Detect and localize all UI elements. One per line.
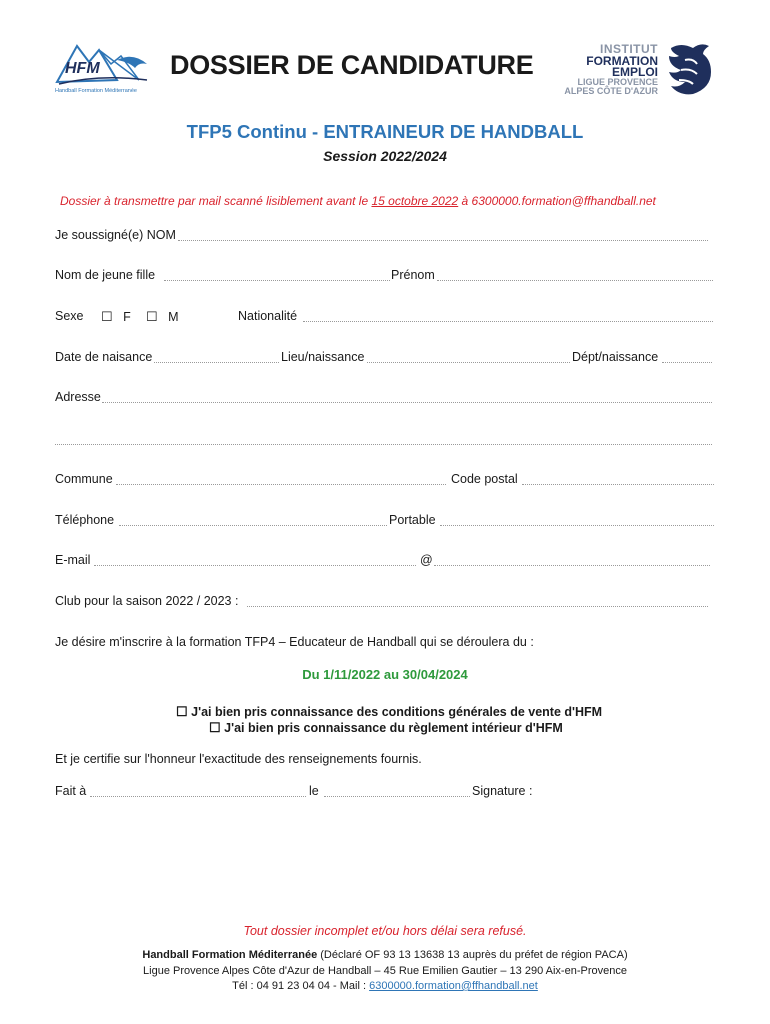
footer-phone: Tél : 04 91 23 04 04 - Mail : — [232, 980, 370, 992]
ife-logo-line2: FORMATION — [586, 54, 658, 68]
footer-contact — [0, 980, 770, 992]
email-label: E-mail — [55, 553, 91, 567]
nom-jeune-fille-label: Nom de jeune fille — [55, 268, 156, 282]
lieu-naissance-field[interactable] — [367, 362, 570, 363]
code-postal-field[interactable] — [522, 484, 714, 485]
adresse-field-line2[interactable] — [55, 444, 712, 445]
nom-label: Je soussigné(e) NOM — [55, 228, 176, 242]
hfm-logo — [55, 40, 155, 98]
notice-text-after: à 6300000.formation@ffhandball.net — [458, 194, 656, 208]
reglement-label: J'ai bien pris connaissance du règlement intérieur d'HFM — [224, 721, 563, 735]
commune-label: Commune — [55, 472, 113, 486]
date-naissance-label: Date de naisance — [55, 350, 153, 364]
formation-title: TFP5 Continu - ENTRAINEUR DE HANDBALL — [186, 121, 584, 142]
cgv-checkbox[interactable]: ☐ — [176, 704, 188, 719]
prenom-field[interactable] — [437, 280, 713, 281]
club-label: Club pour la saison 2022 / 2023 : — [55, 594, 239, 608]
dept-naissance-label: Dépt/naissance — [572, 350, 659, 364]
footer-org-declaration: (Déclaré OF 93 13 13638 13 auprès du préfet de région PACA) — [317, 949, 628, 961]
hfm-logo-caption: Handball Formation Méditerranée — [55, 88, 137, 94]
signature-label: Signature : — [472, 784, 533, 798]
footer-email-link[interactable]: 6300000.formation@ffhandball.net — [369, 980, 538, 992]
sexe-m-label: M — [168, 310, 179, 324]
email-domain-field[interactable] — [434, 565, 710, 566]
cgv-label: J'ai bien pris connaissance des conditions générales de vente d'HFM — [191, 705, 603, 719]
notice-deadline: 15 octobre 2022 — [371, 194, 459, 208]
sexe-f-option[interactable] — [101, 309, 131, 325]
sexe-label: Sexe — [55, 309, 84, 323]
hfm-logo-text: HFM — [65, 60, 100, 77]
ife-logo-line5: ALPES CÔTE D'AZUR — [564, 86, 658, 96]
ife-logo-line3: EMPLOI — [611, 65, 658, 79]
telephone-field[interactable] — [119, 525, 387, 526]
nom-field[interactable] — [178, 240, 708, 241]
email-user-field[interactable] — [94, 565, 416, 566]
adresse-label: Adresse — [55, 390, 101, 404]
cgv-condition[interactable] — [176, 704, 602, 720]
nationalite-label: Nationalité — [238, 309, 298, 323]
inscription-text: Je désire m'inscrire à la formation TFP4 – Educateur de Handball qui se déroulera du : — [55, 635, 534, 649]
session-label: Session 2022/2024 — [323, 148, 447, 164]
nom-jeune-fille-field[interactable] — [164, 280, 390, 281]
ife-logo-line1: INSTITUT — [600, 42, 658, 56]
portable-label: Portable — [389, 513, 436, 527]
footer-address: Ligue Provence Alpes Côte d'Azur de Handball – 45 Rue Emilien Gautier – 13 290 Aix-en-Provence — [143, 965, 627, 977]
lieu-naissance-label: Lieu/naissance — [281, 350, 365, 364]
portable-field[interactable] — [440, 525, 714, 526]
adresse-field-line1[interactable] — [102, 402, 712, 403]
sexe-f-checkbox[interactable]: ☐ — [101, 309, 113, 324]
prenom-label: Prénom — [391, 268, 435, 282]
sexe-m-checkbox[interactable]: ☐ — [146, 309, 158, 324]
ife-logo-line4: LIGUE PROVENCE — [577, 77, 658, 87]
ife-logo — [550, 42, 720, 98]
document-title: DOSSIER DE CANDIDATURE — [170, 50, 534, 80]
nationalite-field[interactable] — [303, 321, 713, 322]
code-postal-label: Code postal — [451, 472, 518, 486]
fait-a-label: Fait à — [55, 784, 87, 798]
formation-dates: Du 1/11/2022 au 30/04/2024 — [302, 667, 468, 682]
commune-field[interactable] — [116, 484, 446, 485]
fait-a-field[interactable] — [90, 796, 306, 797]
sexe-f-label: F — [123, 310, 131, 324]
le-label: le — [309, 784, 319, 798]
certify-text: Et je certifie sur l'honneur l'exactitude des renseignements fournis. — [55, 752, 422, 766]
email-at-sign: @ — [420, 553, 433, 567]
date-naissance-field[interactable] — [154, 362, 279, 363]
submission-notice — [60, 194, 656, 208]
footer-org-name: Handball Formation Méditerranée — [142, 949, 318, 961]
notice-text-before: Dossier à transmettre par mail scanné lisiblement avant le — [60, 194, 372, 208]
sexe-m-option[interactable] — [146, 309, 179, 325]
reglement-checkbox[interactable]: ☐ — [209, 720, 221, 735]
le-date-field[interactable] — [324, 796, 470, 797]
club-field[interactable] — [247, 606, 708, 607]
incomplete-warning: Tout dossier incomplet et/ou hors délai sera refusé. — [243, 924, 527, 938]
footer-org — [0, 949, 770, 961]
reglement-condition[interactable] — [209, 720, 563, 736]
rooster-icon — [665, 42, 713, 96]
telephone-label: Téléphone — [55, 513, 115, 527]
dept-naissance-field[interactable] — [662, 362, 712, 363]
